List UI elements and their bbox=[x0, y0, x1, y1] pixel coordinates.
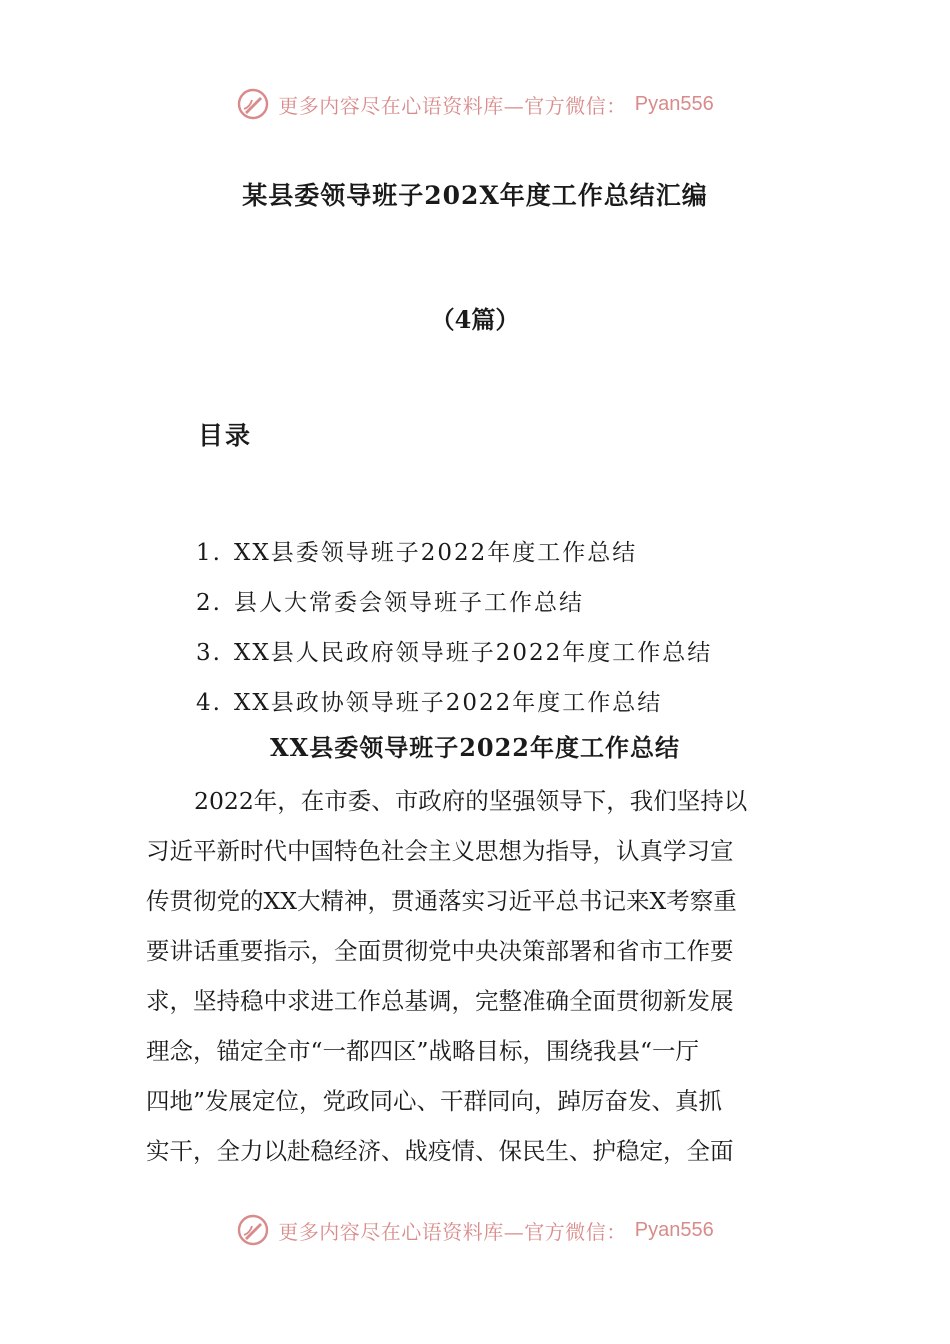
toc-item[interactable] bbox=[196, 678, 712, 728]
section-title: XX县委领导班子2022年度工作总结 bbox=[269, 733, 681, 762]
quill-logo-icon bbox=[236, 1213, 270, 1247]
document-subtitle: （4篇） bbox=[430, 305, 520, 334]
toc-item-label: XX县政协领导班子2022年度工作总结 bbox=[233, 690, 663, 716]
body-line: 要讲话重要指示，全面贯彻党中央决策部署和省市工作要 bbox=[146, 937, 734, 965]
watermark-text: 更多内容尽在心语资料库—官方微信： bbox=[278, 93, 627, 118]
watermark-header bbox=[0, 82, 950, 126]
body-line: 2022年，在市委、市政府的坚强领导下，我们坚持以 bbox=[194, 787, 748, 815]
document-title: 某县委领导班子202X年度工作总结汇编 bbox=[242, 181, 708, 210]
watermark-footer bbox=[0, 1208, 950, 1252]
watermark-wechat-id: Pyan556 bbox=[634, 92, 714, 115]
toc-item[interactable] bbox=[196, 578, 712, 628]
toc-item-label: XX县委领导班子2022年度工作总结 bbox=[233, 540, 638, 566]
body-line: 理念，锚定全市“一都四区”战略目标，围绕我县“一厅 bbox=[146, 1037, 700, 1065]
toc-item[interactable] bbox=[196, 628, 712, 678]
toc-item-number: 3. bbox=[196, 640, 222, 666]
body-line: 四地”发展定位，党政同心、干群同向，踔厉奋发、真抓 bbox=[146, 1087, 723, 1115]
watermark-text: 更多内容尽在心语资料库—官方微信： bbox=[278, 1219, 627, 1244]
quill-logo-icon bbox=[236, 87, 270, 121]
table-of-contents bbox=[196, 528, 712, 728]
body-line: 求，坚持稳中求进工作总基调，完整准确全面贯彻新发展 bbox=[146, 987, 734, 1015]
toc-item-number: 4. bbox=[196, 690, 222, 716]
body-line: 实干，全力以赴稳经济、战疫情、保民生、护稳定，全面 bbox=[146, 1137, 734, 1165]
toc-item[interactable] bbox=[196, 528, 712, 578]
toc-item-label: XX县人民政府领导班子2022年度工作总结 bbox=[233, 640, 713, 666]
body-paragraph bbox=[146, 776, 806, 1176]
watermark-wechat-id: Pyan556 bbox=[634, 1218, 714, 1241]
body-line: 传贯彻党的XX大精神，贯通落实习近平总书记来X考察重 bbox=[146, 887, 737, 915]
toc-item-number: 1. bbox=[196, 540, 222, 566]
toc-item-label: 县人大常委会领导班子工作总结 bbox=[233, 590, 584, 616]
body-line: 习近平新时代中国特色社会主义思想为指导，认真学习宣 bbox=[146, 837, 734, 865]
toc-heading: 目录 bbox=[198, 421, 253, 450]
toc-item-number: 2. bbox=[196, 590, 222, 616]
